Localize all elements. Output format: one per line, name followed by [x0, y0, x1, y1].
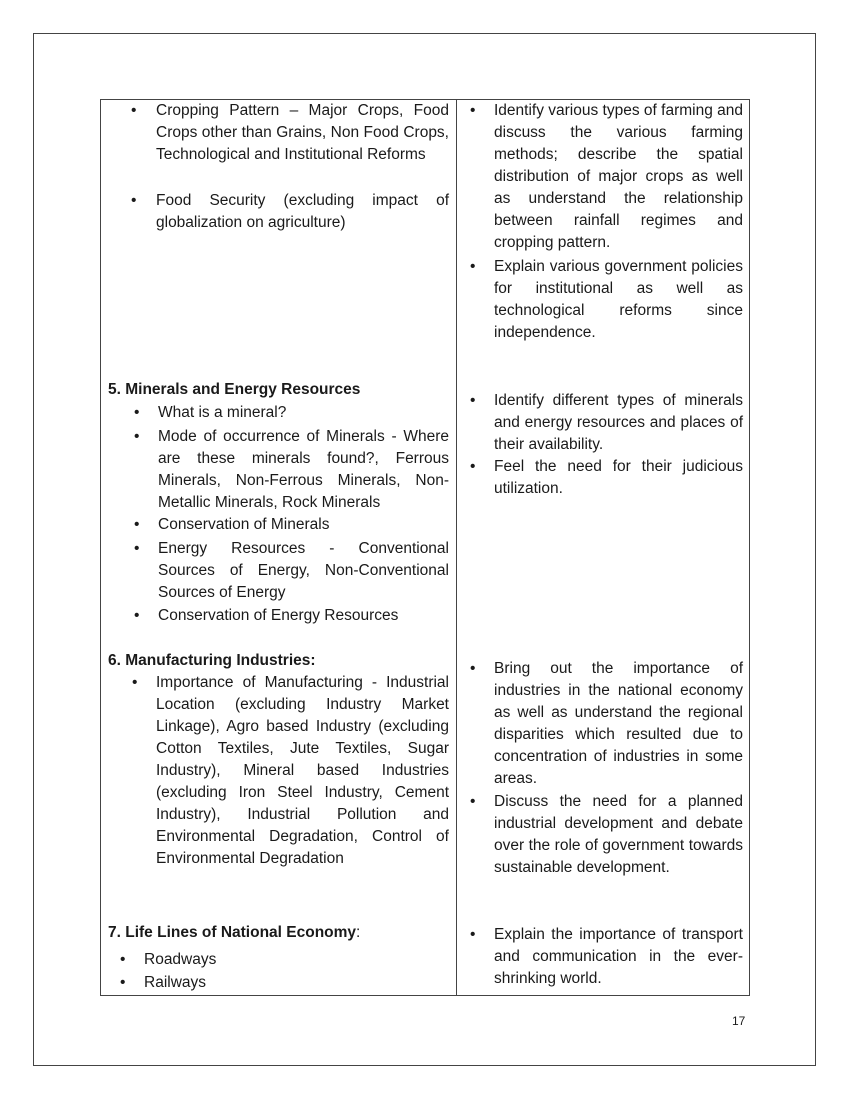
- bullet-icon: •: [131, 102, 137, 119]
- left-minerals-item: What is a mineral?: [158, 404, 287, 421]
- bullet-icon: •: [131, 192, 137, 209]
- left-lifelines-item: Railways: [144, 974, 207, 991]
- bullet-icon: •: [470, 926, 476, 943]
- right-minerals-objective: Identify different types of minerals and energy resources and places of their availability.: [494, 392, 743, 453]
- bullet-icon: •: [120, 951, 126, 968]
- page-number: 17: [732, 1014, 746, 1028]
- right-manufacturing-objective: Discuss the need for a planned industrial development and debate over the role of government towards sustainable development.: [494, 793, 743, 876]
- right-lifelines-objective: Explain the importance of transport and communication in the ever-shrinking world.: [494, 926, 743, 987]
- section-heading-minerals: 5. Minerals and Energy Resources: [108, 381, 361, 398]
- left-minerals-item: Mode of occurrence of Minerals - Where are these minerals found?, Ferrous Minerals, Non-Ferrous Minerals, Non-Metallic Minerals, Rock Minerals: [158, 428, 449, 511]
- left-minerals-item: Energy Resources - Conventional Sources of Energy, Non-Conventional Sources of Energy: [158, 540, 449, 601]
- bullet-icon: •: [134, 404, 140, 421]
- left-crops-item: Food Security (excluding impact of globalization on agriculture): [156, 192, 449, 231]
- bullet-icon: •: [470, 458, 476, 475]
- bullet-icon: •: [470, 102, 476, 119]
- lifelines-heading-colon: :: [356, 924, 361, 941]
- lifelines-heading-text: 7. Life Lines of National Economy: [108, 924, 357, 941]
- section-heading-lifelines: [108, 922, 360, 944]
- bullet-icon: •: [132, 674, 138, 691]
- bullet-icon: •: [134, 540, 140, 557]
- right-minerals-objective: Feel the need for their judicious utilization.: [494, 458, 743, 497]
- right-crops-objective: Explain various government policies for institutional as well as technological reforms since independence.: [494, 258, 743, 341]
- bullet-icon: •: [134, 607, 140, 624]
- bullet-icon: •: [470, 258, 476, 275]
- bullet-icon: •: [120, 974, 126, 991]
- bullet-icon: •: [134, 516, 140, 533]
- bullet-icon: •: [470, 392, 476, 409]
- left-minerals-item: Conservation of Minerals: [158, 516, 330, 533]
- bullet-icon: •: [470, 793, 476, 810]
- bullet-icon: •: [134, 428, 140, 445]
- left-crops-item: Cropping Pattern – Major Crops, Food Crops other than Grains, Non Food Crops, Technological and Institutional Reforms: [156, 102, 449, 163]
- column-divider: [456, 99, 457, 996]
- bullet-icon: •: [470, 660, 476, 677]
- left-lifelines-item: Roadways: [144, 951, 217, 968]
- right-manufacturing-objective: Bring out the importance of industries in the national economy as well as understand the regional disparities which resulted due to concentration of industries in some areas.: [494, 660, 743, 787]
- left-manufacturing-item: Importance of Manufacturing - Industrial Location (excluding Industry Market Linkage), Agro based Industry (excluding Cotton Textiles, Jute Textiles, Sugar Industry), Mineral based Industries (excluding Iron Steel Industry, Cement Industry), Industrial Pollution and Environmental Degradation, Control of Environmental Degradation: [156, 674, 449, 867]
- section-heading-manufacturing: 6. Manufacturing Industries:: [108, 652, 316, 669]
- right-crops-objective: Identify various types of farming and discuss the various farming methods; describe the spatial distribution of major crops as well as understand the relationship between rainfall regimes and cropping pattern.: [494, 102, 743, 251]
- left-minerals-item: Conservation of Energy Resources: [158, 607, 399, 624]
